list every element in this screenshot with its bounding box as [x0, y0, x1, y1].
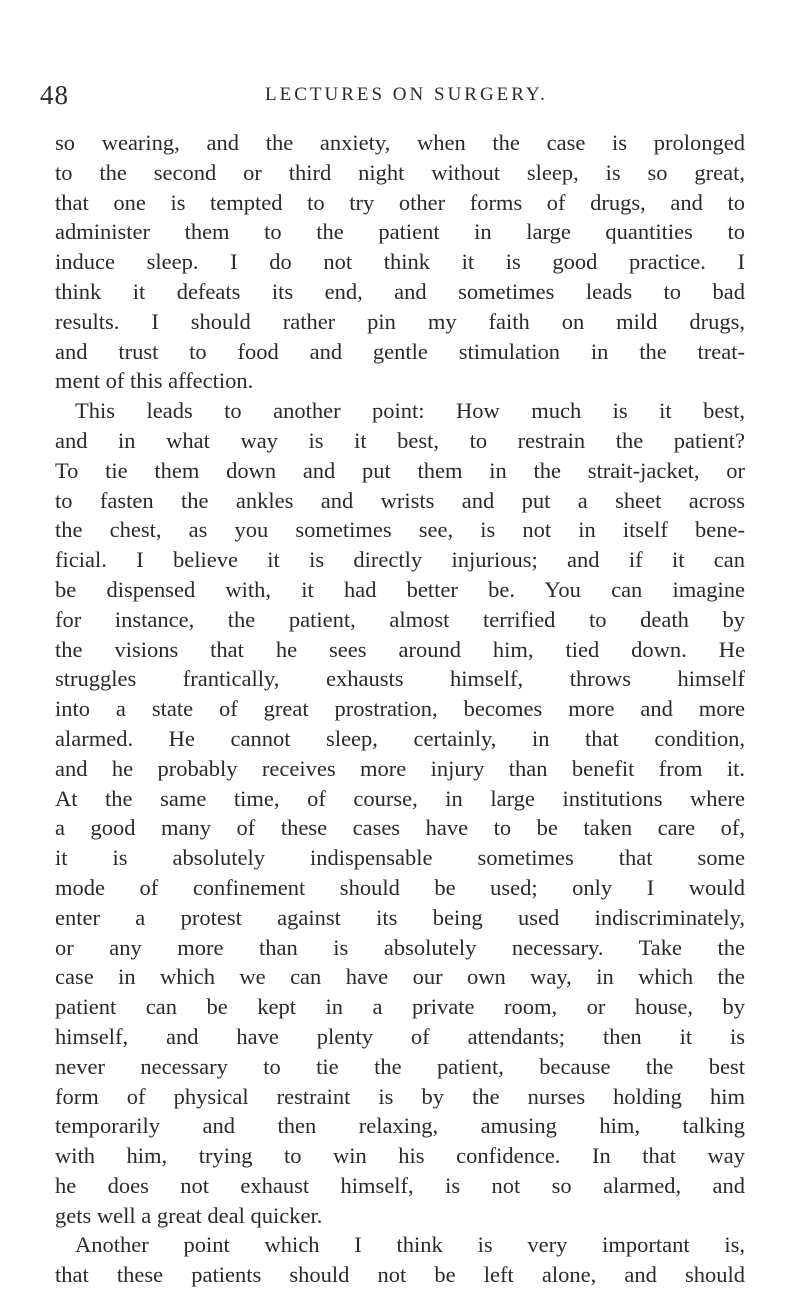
text-line: enter a protest against its being used indiscriminately, — [55, 904, 745, 930]
text-line: into a state of great prostration, becomes more and more — [55, 696, 745, 722]
text-line: that one is tempted to try other forms of drugs, and to — [55, 189, 745, 215]
text-line: he does not exhaust himself, is not so alarmed, and — [55, 1172, 745, 1198]
text-line: with him, trying to win his confidence. In that way — [55, 1143, 745, 1169]
text-line: ficial. I believe it is directly injurious; and if it can — [55, 547, 745, 573]
body-text — [55, 128, 745, 1290]
text-line: so wearing, and the anxiety, when the case is prolonged — [55, 130, 745, 155]
text-line: mode of confinement should be used; only I would — [55, 874, 745, 900]
text-line: alarmed. He cannot sleep, certainly, in that condition, — [55, 725, 745, 751]
text-line: form of physical restraint is by the nurses holding him — [55, 1083, 745, 1109]
text-line: ment of this affection. — [55, 368, 254, 394]
text-line: temporarily and then relaxing, amusing him, talking — [55, 1113, 745, 1139]
running-title: LECTURES ON SURGERY. — [265, 84, 548, 105]
text-line: induce sleep. I do not think it is good practice. I — [55, 249, 745, 275]
text-line: for instance, the patient, almost terrified to death by — [55, 606, 745, 632]
text-line: Another point which I think is very important is, — [75, 1232, 745, 1258]
text-line: and in what way is it best, to restrain the patient? — [55, 427, 745, 453]
text-line: patient can be kept in a private room, or house, by — [55, 994, 745, 1020]
text-line: himself, and have plenty of attendants; then it is — [55, 1023, 745, 1049]
text-line: or any more than is absolutely necessary. Take the — [55, 934, 745, 960]
text-line: administer them to the patient in large quantities to — [55, 219, 745, 245]
text-line: to fasten the ankles and wrists and put a sheet across — [55, 487, 745, 513]
text-line: This leads to another point: How much is it best, — [75, 398, 745, 424]
text-line: struggles frantically, exhausts himself, throws himself — [55, 666, 745, 692]
page-header — [40, 79, 760, 111]
text-line: results. I should rather pin my faith on mild drugs, — [55, 308, 745, 334]
text-line: and trust to food and gentle stimulation in the treat- — [55, 338, 745, 364]
text-line: the visions that he sees around him, tied down. He — [55, 636, 745, 662]
text-line: gets well a great deal quicker. — [55, 1202, 323, 1228]
text-line: the chest, as you sometimes see, is not in itself bene- — [55, 517, 745, 543]
text-line: and he probably receives more injury than benefit from it. — [55, 755, 745, 781]
text-line: think it defeats its end, and sometimes leads to bad — [55, 278, 745, 304]
text-line: to the second or third night without sleep, is so great, — [55, 159, 745, 185]
text-line: case in which we can have our own way, in which the — [55, 964, 745, 990]
text-line: that these patients should not be left alone, and should — [55, 1262, 745, 1288]
page-number: 48 — [40, 80, 69, 110]
text-line: a good many of these cases have to be taken care of, — [55, 815, 745, 841]
text-line: To tie them down and put them in the strait-jacket, or — [55, 457, 745, 483]
text-line: never necessary to tie the patient, because the best — [55, 1053, 745, 1079]
text-line: At the same time, of course, in large institutions where — [55, 785, 745, 811]
text-line: be dispensed with, it had better be. You can imagine — [55, 576, 745, 602]
text-line: it is absolutely indispensable sometimes that some — [55, 845, 745, 871]
